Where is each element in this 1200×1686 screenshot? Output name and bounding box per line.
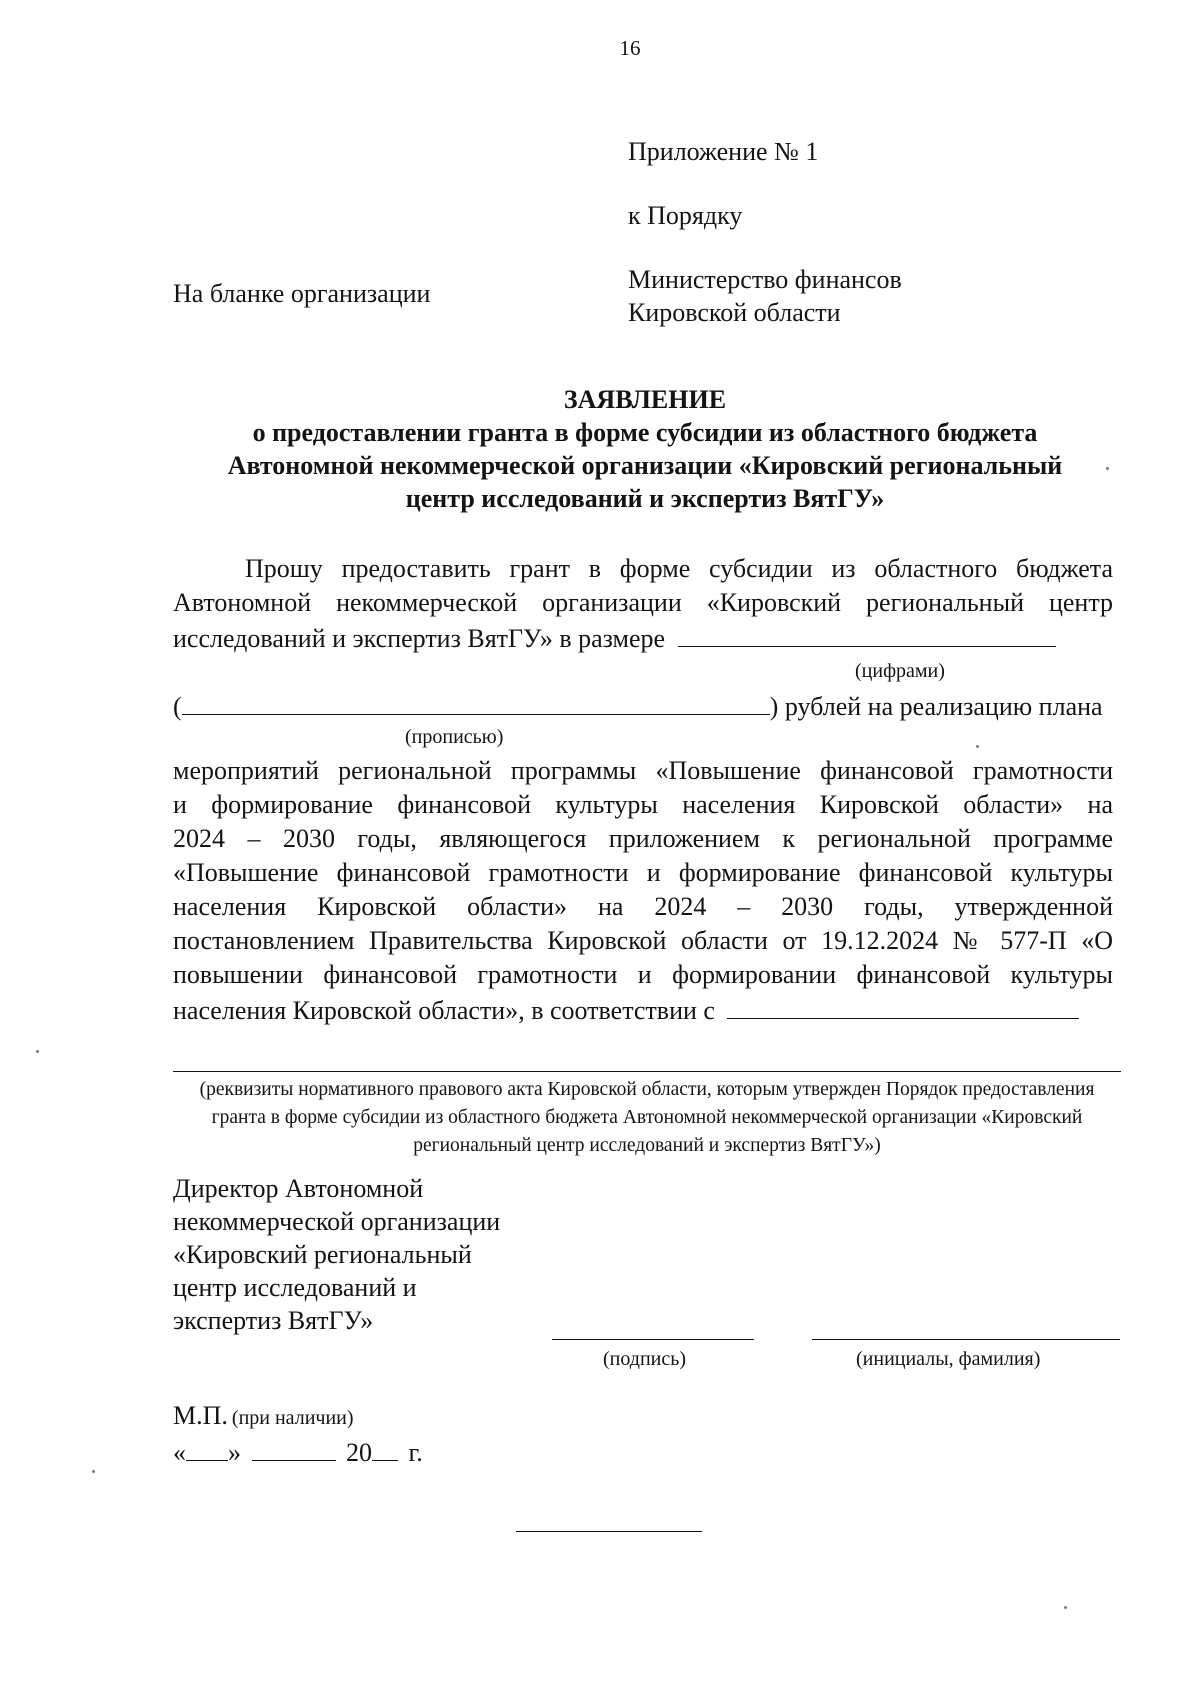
signature-field[interactable] [552, 1339, 754, 1340]
body-line-10: постановлением Правительства Кировской области от 19.12.2024 № 577-П «О [173, 926, 1113, 955]
stamp-label: М.П. [173, 1401, 228, 1430]
date-month-field[interactable] [252, 1436, 336, 1461]
signatory-line-5: экспертиз ВятГУ» [173, 1306, 374, 1335]
title-line-2: Автономной некоммерческой организации «Кировский региональный [227, 451, 1063, 480]
year-suffix: г. [408, 1438, 423, 1467]
closing-rule [516, 1531, 702, 1532]
scan-speck [1064, 1606, 1067, 1609]
body-line-5: мероприятий региональной программы «Повышение финансовой грамотности [173, 756, 1113, 785]
date-day-field[interactable] [186, 1436, 228, 1461]
body-line-12-text: населения Кировской области», в соответствии с [173, 996, 715, 1025]
signatory-line-4: центр исследований и [173, 1273, 417, 1302]
document-heading: ЗАЯВЛЕНИЕ [563, 385, 727, 414]
body-line-1: Прошу предоставить грант в форме субсидии из областного бюджета [245, 554, 1113, 583]
body-line-8: «Повышение финансовой грамотности и формирование финансовой культуры [173, 858, 1113, 887]
amount-digits-field[interactable] [678, 622, 1056, 647]
date-year-field[interactable] [372, 1436, 398, 1461]
year-prefix: 20 [346, 1438, 372, 1467]
body-line-11: повышении финансовой грамотности и формировании финансовой культуры [173, 960, 1113, 989]
signatory-line-1: Директор Автономной [173, 1174, 424, 1203]
date-line [173, 1436, 423, 1468]
title-line-1: о предоставлении гранта в форме субсидии из областного бюджета [252, 418, 1038, 447]
body-line-3-text: исследований и экспертиз ВятГУ» в размере [173, 624, 666, 653]
stamp-note: (при наличии) [231, 1407, 354, 1429]
body-line-4 [173, 690, 1113, 722]
signatory-line-2: некоммерческой организации [173, 1207, 501, 1236]
ministry-line-2: Кировской области [628, 298, 841, 327]
ministry-line-1: Министерство финансов [628, 265, 902, 294]
body-line-4-text: ) рублей на реализацию плана [769, 692, 1103, 721]
name-hint: (инициалы, фамилия) [856, 1348, 1041, 1370]
scan-speck [1106, 467, 1109, 470]
scan-speck [976, 745, 979, 748]
name-field[interactable] [812, 1339, 1120, 1340]
order-reference: к Порядку [628, 201, 743, 230]
body-line-12 [173, 994, 1113, 1026]
stamp-line [173, 1401, 354, 1431]
title-line-3: центр исследований и экспертиз ВятГУ» [405, 484, 885, 513]
signatory-line-3: «Кировский региональный [173, 1240, 472, 1269]
letterhead-label: На бланке организации [173, 279, 431, 308]
legal-act-field[interactable] [727, 994, 1079, 1019]
legal-act-continuation-line[interactable] [173, 1071, 1121, 1072]
quote-open: « [173, 1438, 186, 1467]
signature-hint: (подпись) [603, 1348, 687, 1370]
words-hint: (прописью) [405, 726, 504, 748]
body-line-2: Автономной некоммерческой организации «Кировский региональный центр [173, 588, 1113, 617]
body-line-3 [173, 622, 1113, 654]
body-line-7: 2024 – 2030 годы, являющегося приложением к региональной программе [173, 824, 1113, 853]
body-line-9: населения Кировской области» на 2024 – 2030 годы, утвержденной [173, 892, 1113, 921]
digits-hint: (цифрами) [855, 660, 945, 682]
legal-act-hint: (реквизиты нормативного правового акта Кировской области, которым утвержден Порядок предоставления гранта в форме субсидии из областного бюджета Автономной некоммерческой организации «Кировский региональный центр исследований и экспертиз ВятГУ») [199, 1079, 1095, 1156]
amount-words-field[interactable] [182, 690, 770, 715]
paren-open: ( [173, 692, 182, 721]
scan-speck [92, 1470, 95, 1473]
appendix-label: Приложение № 1 [628, 137, 819, 166]
quote-close: » [228, 1438, 241, 1467]
body-line-6: и формирование финансовой культуры населения Кировской области» на [173, 790, 1113, 819]
page-number: 16 [619, 36, 641, 60]
scan-speck [36, 1050, 39, 1053]
